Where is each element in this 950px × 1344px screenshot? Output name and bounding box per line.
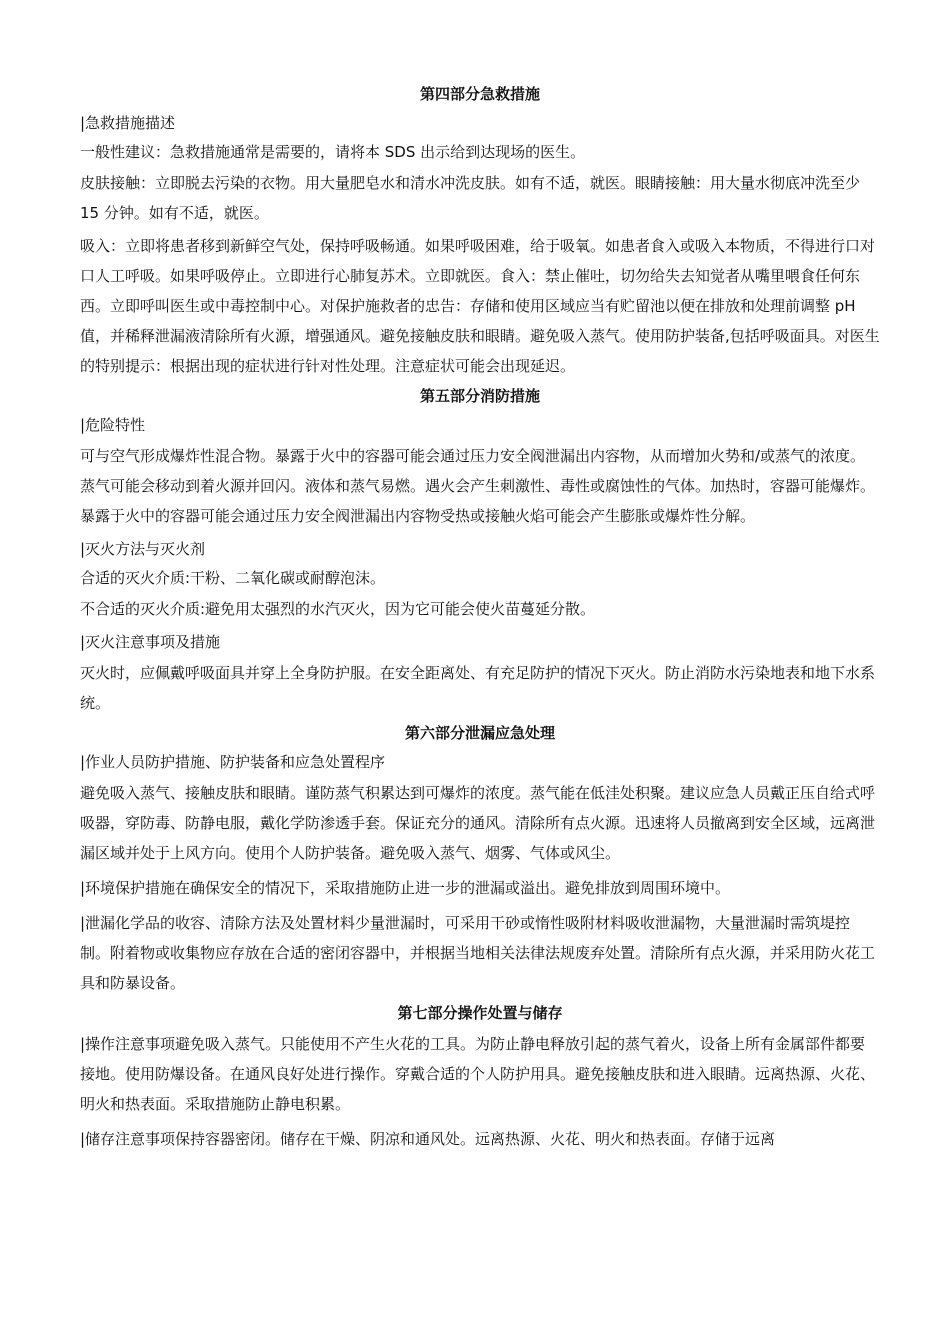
section7-handling: |操作注意事项避免吸入蒸气。只能使用不产生火花的工具。为防止静电释放引起的蒸气着火，设备上所有金属部件都要接地。使用防爆设备。在通风良好处进行操作。穿戴合适的个人防护用具。避免接触皮肤和进入眼睛。远离热源、火花、明火和热表面。采取措施防止静电积累。 — [80, 1035, 876, 1113]
section5-suitable-media: 合适的灭火介质:干粉、二氧化碳或耐醇泡沫。 — [80, 569, 386, 587]
section6-environmental: |环境保护措施在确保安全的情况下，采取措施防止进一步的泄漏或溢出。避免排放到周围环境中。 — [80, 879, 731, 897]
section5-subheading-extinguishing: |灭火方法与灭火剂 — [80, 540, 206, 558]
section6-personal-text: 避免吸入蒸气、接触皮肤和眼睛。谨防蒸气积累达到可爆炸的浓度。蒸气能在低洼处积聚。建议应急人员戴正压自给式呼吸器，穿防毒、防静电服，戴化学防渗透手套。保证充分的通风。清除所有点火源。迅速将人员撤离到安全区域，远离泄漏区域并处于上风方向。使用个人防护装备。避免吸入蒸气、烟雾、气体或风尘。 — [80, 784, 876, 862]
section7-storage: |储存注意事项保持容器密闭。储存在干燥、阴凉和通风处。远离热源、火花、明火和热表面。存储于远离 — [80, 1130, 776, 1148]
section7-title: 第七部分操作处置与储存 — [397, 1004, 563, 1022]
section5-unsuitable-media: 不合适的灭火介质:避免用太强烈的水汽灭火，因为它可能会使火苗蔓延分散。 — [80, 600, 596, 618]
section5-subheading-precautions: |灭火注意事项及措施 — [80, 633, 221, 651]
section4-general-advice: 一般性建议：急救措施通常是需要的，请将本 SDS 出示给到达现场的医生。 — [80, 143, 586, 161]
section4-title: 第四部分急救措施 — [419, 85, 540, 103]
section6-title: 第六部分泄漏应急处理 — [404, 724, 555, 742]
sds-page — [80, 84, 880, 1157]
section4-subheading-first-aid: |急救措施描述 — [80, 114, 176, 132]
section4-inhalation-ingestion: 吸入：立即将患者移到新鲜空气处，保持呼吸畅通。如果呼吸困难，给于吸氧。如患者食入或吸入本物质，不得进行口对口人工呼吸。如果呼吸停止。立即进行心肺复苏术。立即就医。食入：禁止催吐，切勿给失去知觉者从嘴里喂食任何东西。立即呼叫医生或中毒控制中心。对保护施救者的忠告：存储和使用区域应当有贮留池以便在排放和处理前调整 pH 值，并稀释泄漏液清除所有火源，增强通风。避免接触皮肤和眼睛。避免吸入蒸气。使用防护装备,包括呼吸面具。对医生的特别提示：根据出现的症状进行针对性处理。注意症状可能会出现延迟。 — [80, 237, 880, 375]
section6-containment: |泄漏化学品的收容、清除方法及处置材料少量泄漏时，可采用干砂或惰性吸附材料吸收泄漏物，大量泄漏时需筑堤控制。附着物或收集物应存放在合适的密闭容器中，并根据当地相关法律法规废弃处置。清除所有点火源，并采用防火花工具和防暴设备。 — [80, 914, 876, 992]
section4-skin-eye-contact: 皮肤接触：立即脱去污染的衣物。用大量肥皂水和清水冲洗皮肤。如有不适，就医。眼睛接触：用大量水彻底冲洗至少 15 分钟。如有不适，就医。 — [80, 174, 861, 222]
section5-hazards-text: 可与空气形成爆炸性混合物。暴露于火中的容器可能会通过压力安全阀泄漏出内容物，从而增加火势和/或蒸气的浓度。蒸气可能会移动到着火源并回闪。液体和蒸气易燃。遇火会产生刺激性、毒性或腐蚀性的气体。加热时，容器可能爆炸。暴露于火中的容器可能会通过压力安全阀泄漏出内容物受热或接触火焰可能会产生膨胀或爆炸性分解。 — [80, 447, 876, 525]
section6-subheading-personal: |作业人员防护措施、防护装备和应急处置程序 — [80, 753, 386, 771]
section5-subheading-hazards: |危险特性 — [80, 416, 146, 434]
section5-title: 第五部分消防措施 — [419, 387, 540, 405]
section5-precautions-text: 灭火时，应佩戴呼吸面具并穿上全身防护服。在安全距离处、有充足防护的情况下灭火。防止消防水污染地表和地下水系统。 — [80, 664, 876, 712]
